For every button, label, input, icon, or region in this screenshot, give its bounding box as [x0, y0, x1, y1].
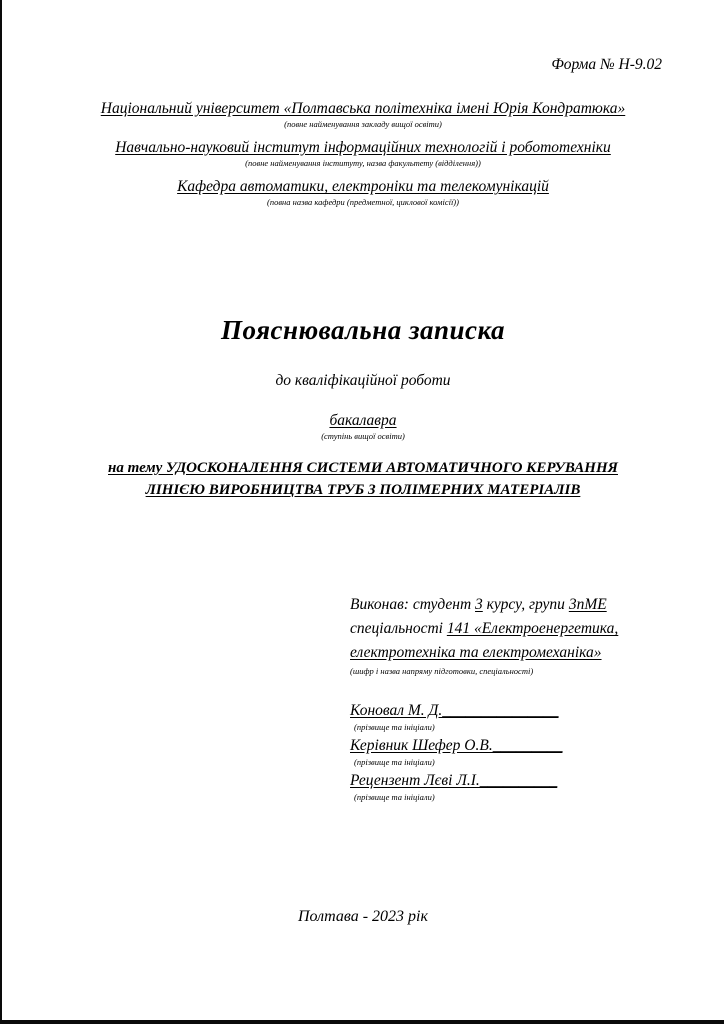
specialty-prefix: спеціальності [350, 620, 447, 637]
university-caption: (повне найменування закладу вищої освіти) [284, 119, 442, 129]
executor-block [350, 593, 660, 677]
university-name: Національний університет «Полтавська політехніка імені Юрія Кондратюка» [100, 100, 626, 117]
supervisor-name: Керівник Шефер О.В._________ [350, 737, 563, 754]
signatures-block [350, 701, 660, 804]
institute-caption: (повне найменування інституту, назва факультету (відділення)) [245, 158, 481, 168]
department-name: Кафедра автоматики, електроніки та телекомунікацій [177, 178, 549, 195]
student-name: Коновал М. Д._______________ [350, 702, 559, 719]
specialty-line1: 141 «Електроенергетика, [446, 620, 619, 637]
thesis-topic [2, 457, 724, 501]
thesis-topic-line2: ЛІНІЄЮ ВИРОБНИЦТВА ТРУБ З ПОЛІМЕРНИХ МАТЕРІАЛІВ [145, 482, 581, 498]
executor-line1 [350, 593, 660, 617]
thesis-topic-line1: на тему УДОСКОНАЛЕННЯ СИСТЕМИ АВТОМАТИЧНОГО КЕРУВАННЯ [108, 460, 618, 476]
institute-name: Навчально-науковий інститут інформаційних технологій і робототехніки [115, 139, 611, 156]
supervisor-caption: (прізвище та ініціали) [354, 757, 435, 767]
city-year-footer: Полтава - 2023 рік [298, 908, 428, 925]
executor-line3 [350, 641, 660, 665]
specialty-line2: електротехніка та електромеханіка» [350, 644, 602, 661]
executor-group: 3пМЕ [568, 596, 607, 613]
executor-caption: (шифр і назва напряму підготовки, спеціальності) [350, 666, 534, 676]
signature-supervisor [350, 736, 660, 769]
document-title: Пояснювальна записка [220, 315, 506, 345]
executor-course: 3 [475, 596, 483, 613]
reviewer-name: Рецензент Лєві Л.І.__________ [350, 772, 558, 789]
executor-prefix: Виконав: студент [350, 596, 476, 613]
degree-label: бакалавра [329, 412, 397, 429]
signature-student [350, 701, 660, 734]
document-subtitle: до кваліфікаційної роботи [275, 372, 451, 389]
signature-reviewer [350, 771, 660, 804]
department-caption: (повна назва кафедри (предметної, циклової комісії)) [267, 197, 459, 207]
student-caption: (прізвище та ініціали) [354, 722, 435, 732]
reviewer-caption: (прізвище та ініціали) [354, 792, 435, 802]
degree-caption: (ступінь вищої освіти) [321, 431, 405, 441]
executor-line2 [350, 617, 660, 641]
executor-middle: курсу, групи [482, 596, 569, 613]
form-number: Форма № Н-9.02 [551, 56, 662, 73]
